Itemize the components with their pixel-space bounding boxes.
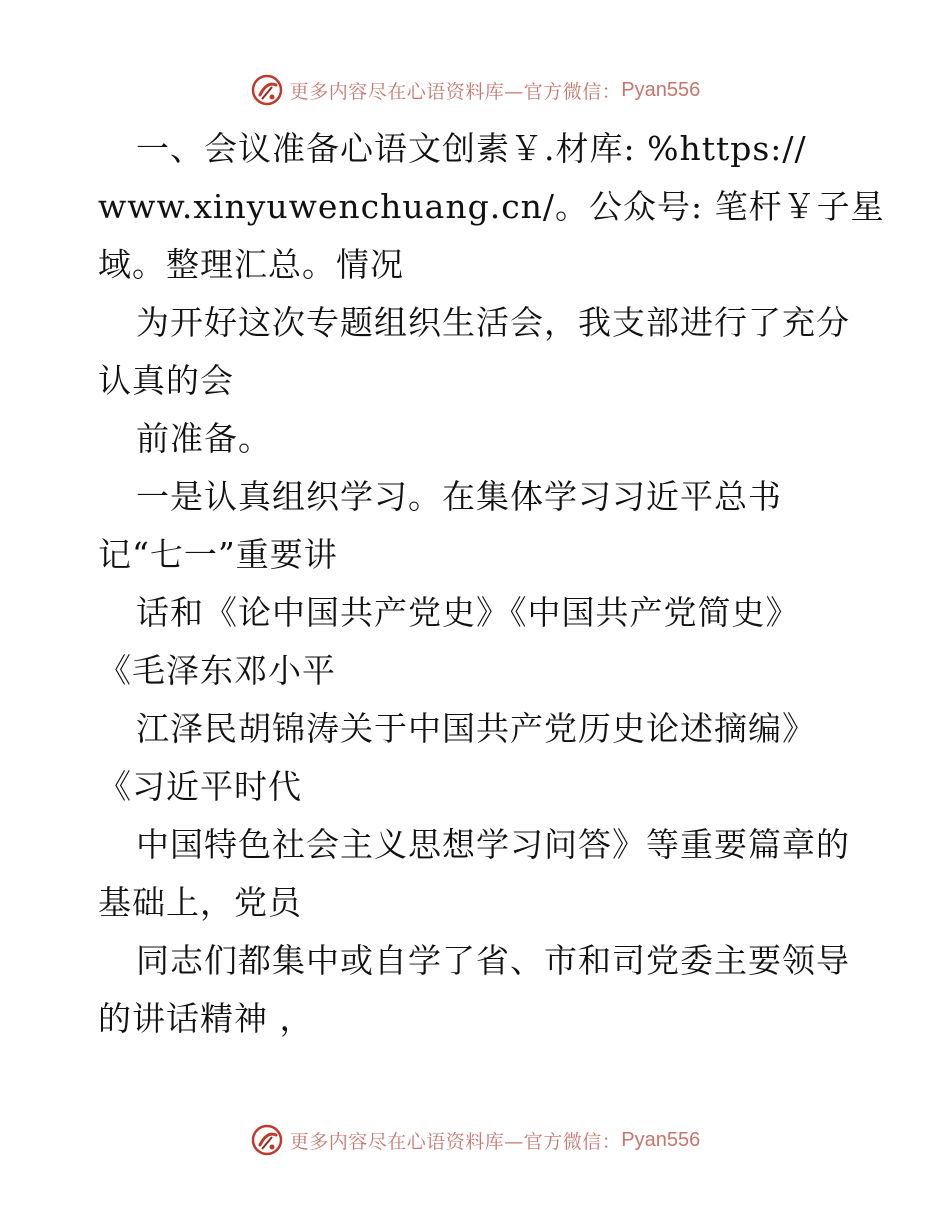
text-line: 域。整理汇总。情况 <box>98 245 404 284</box>
text-line: 前准备。 <box>136 419 272 458</box>
text-line: 基础上，党员 <box>98 883 302 922</box>
text-line: 一是认真组织学习。在集体学习习近平总书 <box>136 477 782 516</box>
text-line: 中国特色社会主义思想学习问答》等重要篇章的 <box>136 825 850 864</box>
text-line: 《毛泽东邓小平 <box>98 651 336 690</box>
footer-banner <box>0 1120 950 1160</box>
text-line: www.xinyuwenchuang.cn/。公众号: 笔杆￥子星 <box>98 187 885 226</box>
text-line: 话和《论中国共产党史》《中国共产党简史》 <box>136 593 800 632</box>
seal-logo-icon <box>250 1123 284 1157</box>
document-body <box>98 120 885 1048</box>
footer-wechat-id: Pyan556 <box>621 1128 701 1151</box>
header-banner <box>0 70 950 110</box>
text-line: 记“七一”重要讲 <box>98 535 338 574</box>
text-line: 《习近平时代 <box>98 767 302 806</box>
text-line: 的讲话精神 ， <box>98 999 314 1038</box>
footer-text: 更多内容尽在心语资料库—官方微信： <box>289 1130 622 1153</box>
text-line: 认真的会 <box>98 361 234 400</box>
text-line: 为开好这次专题组织生活会，我支部进行了充分 <box>136 303 850 342</box>
header-text: 更多内容尽在心语资料库—官方微信： <box>289 80 622 103</box>
text-line: 江泽民胡锦涛关于中国共产党历史论述摘编》 <box>136 709 816 748</box>
text-line: 一、会议准备心语文创素￥.材库: %https:// <box>136 129 807 168</box>
text-line: 同志们都集中或自学了省、市和司党委主要领导 <box>136 941 850 980</box>
header-wechat-id: Pyan556 <box>621 78 701 101</box>
seal-logo-icon <box>250 73 284 107</box>
